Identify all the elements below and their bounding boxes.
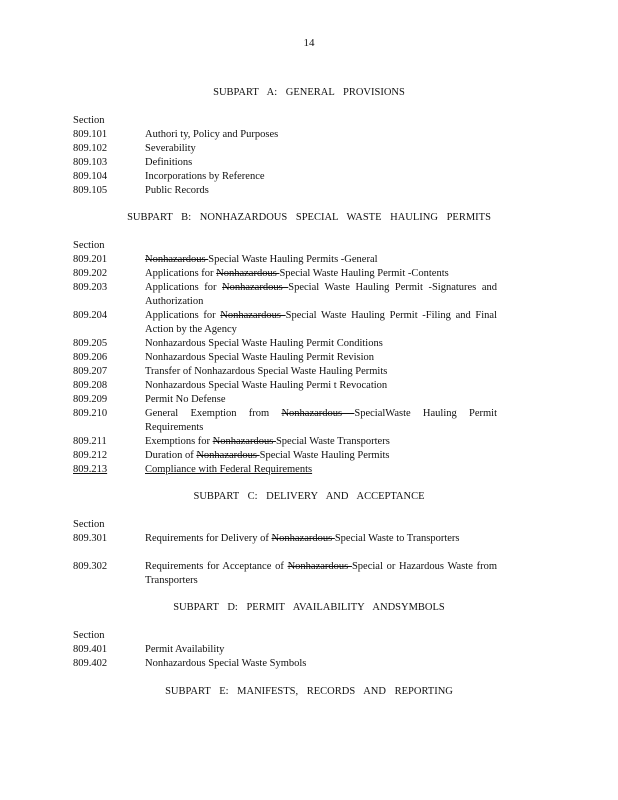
title-text: Duration of: [145, 450, 197, 461]
section-number: 809.402: [73, 658, 108, 669]
title-text: Special Waste Hauling Permit -Contents: [279, 268, 449, 279]
title-text: Special Waste Hauling Permits -General: [208, 254, 378, 265]
deleted-text: Nonhazardous: [281, 408, 355, 419]
section-number: 809.212: [73, 450, 108, 461]
title-text: General Exemption from: [145, 408, 282, 419]
subpart-d-heading: SUBPART D: PERMIT AVAILABILITY ANDSYMBOLS: [173, 602, 445, 613]
section-title: [145, 267, 497, 281]
title-text: Permit Availability: [145, 644, 225, 655]
title-text: Special Waste Hauling Permits: [259, 450, 390, 461]
deleted-text: Nonhazardous: [222, 282, 289, 293]
deleted-text: Nonhazardous: [145, 254, 209, 265]
page-number: 14: [303, 37, 315, 49]
subpart-c-heading: SUBPART C: DELIVERY AND ACCEPTANCE: [193, 491, 425, 502]
section-title: [145, 657, 497, 671]
title-text: Special or Hazardous Waste from Transporters: [145, 561, 497, 586]
title-text: Nonhazardous Special Waste Hauling Permit Conditions: [145, 338, 383, 349]
title-text: Nonhazardous Special Waste Symbols: [145, 658, 307, 669]
section-label: Section: [73, 115, 105, 126]
section-label: Section: [73, 240, 105, 251]
section-title: [145, 309, 497, 337]
section-number: 809.206: [73, 352, 108, 363]
section-title: [145, 156, 497, 170]
section-number: 809.103: [73, 157, 108, 168]
title-text: Nonhazardous Special Waste Hauling Permit Revision: [145, 352, 375, 363]
section-number: 809.104: [73, 171, 108, 182]
title-text: Incorporations by Reference: [145, 171, 265, 182]
section-title: [145, 449, 497, 463]
deleted-text: Nonhazardous: [216, 268, 280, 279]
title-text: Special Waste Transporters: [275, 436, 390, 447]
title-text: Applications for: [145, 310, 221, 321]
title-text: Requirements for Acceptance of: [145, 561, 288, 572]
section-number: 809.201: [73, 254, 108, 265]
section-title: [145, 142, 497, 156]
title-text: SpecialWaste Hauling Permit Requirements: [145, 408, 497, 433]
subpart-b-heading: SUBPART B: NONHAZARDOUS SPECIAL WASTE HAULING PERMITS: [127, 212, 491, 223]
title-text: Applications for: [145, 282, 223, 293]
deleted-text: Nonhazardous: [196, 450, 260, 461]
section-title: [145, 407, 497, 435]
title-text: Public Records: [145, 185, 209, 196]
title-text: Compliance with Federal Requirements: [145, 464, 313, 475]
section-title: [145, 560, 497, 588]
subpart-a-heading: SUBPART A: GENERAL PROVISIONS: [213, 87, 405, 98]
title-text: Definitions: [145, 157, 193, 168]
section-title: [145, 365, 497, 379]
title-text: Special Waste to Transporters: [334, 533, 460, 544]
section-number: 809.203: [73, 282, 108, 293]
section-number: 809.205: [73, 338, 108, 349]
section-number: 809.102: [73, 143, 108, 154]
deleted-text: Nonhazardous: [212, 436, 276, 447]
section-title: [145, 184, 497, 198]
section-title: [145, 435, 497, 449]
title-text: Applications for: [145, 268, 217, 279]
title-text: Transfer of Nonhazardous Special Waste Hauling Permits: [145, 366, 388, 377]
section-number: 809.208: [73, 380, 108, 391]
section-number: 809.204: [73, 310, 108, 321]
section-number: 809.105: [73, 185, 108, 196]
deleted-text: Nonhazardous: [220, 310, 286, 321]
section-number: 809.401: [73, 644, 108, 655]
title-text: Requirements for Delivery of: [145, 533, 272, 544]
section-title: [145, 351, 497, 365]
section-number: 809.210: [73, 408, 108, 419]
deleted-text: Nonhazardous: [271, 533, 335, 544]
section-label: Section: [73, 519, 105, 530]
section-title: [145, 393, 497, 407]
section-title: [145, 463, 497, 477]
section-title: [145, 379, 497, 393]
section-number: 809.207: [73, 366, 108, 377]
subpart-e-heading: SUBPART E: MANIFESTS, RECORDS AND REPORTING: [165, 686, 453, 697]
section-title: [145, 643, 497, 657]
title-text: Nonhazardous Special Waste Hauling Permi t Revocation: [145, 380, 388, 391]
section-number: 809.213: [73, 464, 108, 475]
section-title: [145, 128, 497, 142]
title-text: Exemptions for: [145, 436, 213, 447]
section-number: 809.301: [73, 533, 108, 544]
deleted-text: Nonhazardous: [287, 561, 352, 572]
section-number: 809.209: [73, 394, 108, 405]
section-number: 809.302: [73, 561, 108, 572]
section-title: [145, 337, 497, 351]
section-number: 809.202: [73, 268, 108, 279]
section-title: [145, 253, 497, 267]
section-label: Section: [73, 630, 105, 641]
section-number: 809.101: [73, 129, 108, 140]
section-title: [145, 281, 497, 309]
section-number: 809.211: [73, 436, 107, 447]
section-title: [145, 170, 497, 184]
title-text: Authori ty, Policy and Purposes: [145, 129, 279, 140]
section-title: [145, 532, 497, 546]
title-text: Special Waste Hauling Permit -Signatures and Authorization: [145, 282, 497, 307]
title-text: Permit No Defense: [145, 394, 226, 405]
title-text: Severability: [145, 143, 196, 154]
title-text: Special Waste Hauling Permit -Filing and Final Action by the Agency: [145, 310, 497, 335]
